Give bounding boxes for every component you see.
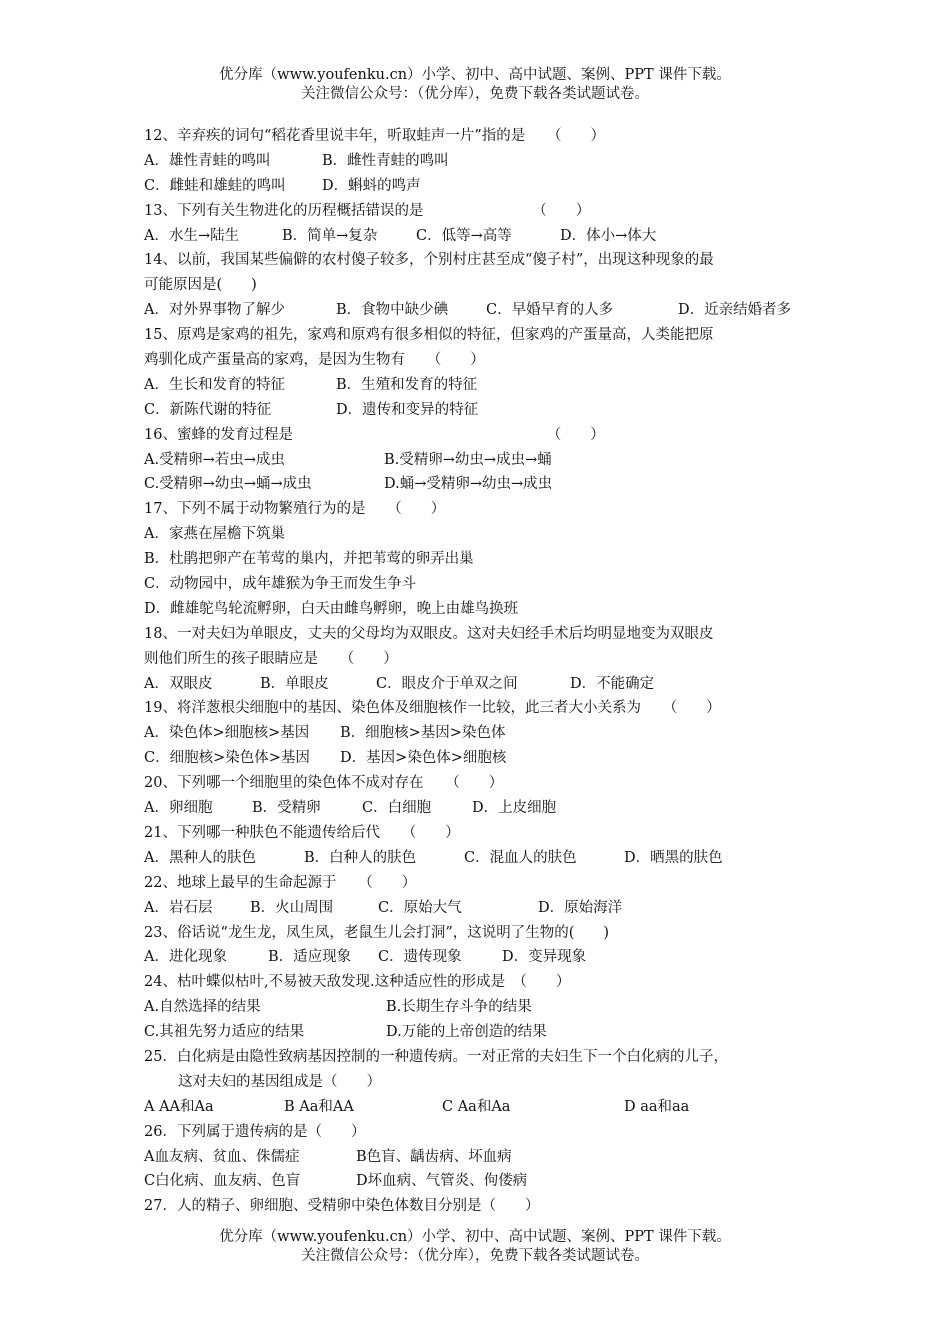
option-row bbox=[144, 1020, 814, 1045]
page-header bbox=[0, 66, 950, 104]
option: C．眼皮介于单双之间 bbox=[376, 675, 518, 692]
question-stem: 25．白化病是由隐性致病基因控制的一种遗传病。一对正常的夫妇生下一个白化病的儿子， bbox=[144, 1048, 728, 1065]
question-stem: 22、地球上最早的生命起源于 （ ） bbox=[144, 874, 417, 891]
option: B.受精卵→幼虫→成虫→蛹 bbox=[384, 451, 552, 468]
option: C．原始大气 bbox=[378, 899, 462, 916]
question-stem: 18、一对夫妇为单眼皮，丈夫的父母均为双眼皮。这对夫妇经手术后均明显地变为双眼皮 bbox=[144, 625, 714, 642]
question-stem: 15、原鸡是家鸡的祖先，家鸡和原鸡有很多相似的特征，但家鸡的产蛋量高，人类能把原 bbox=[144, 327, 714, 344]
option: C．混血人的肤色 bbox=[464, 849, 577, 866]
option: D．基因>染色体>细胞核 bbox=[340, 750, 507, 767]
question-stem: 13、下列有关生物进化的历程概括错误的是 （ ） bbox=[144, 202, 591, 219]
option-row bbox=[144, 721, 814, 746]
option: C Aa和Aa bbox=[442, 1098, 511, 1115]
option: A.受精卵→若虫→成虫 bbox=[144, 451, 285, 468]
option: A．黑种人的肤色 bbox=[144, 849, 256, 866]
header-line-1: 优分库（www.youfenku.cn）小学、初中、高中试题、案例、PPT 课件下载。 bbox=[219, 67, 731, 83]
option-row bbox=[144, 746, 814, 771]
option: B Aa和AA bbox=[284, 1098, 354, 1115]
option-row bbox=[144, 995, 814, 1020]
option: C．新陈代谢的特征 bbox=[144, 401, 272, 418]
option: D．雌雄鸵鸟轮流孵卵，白天由雌鸟孵卵，晚上由雄鸟换班 bbox=[144, 600, 519, 617]
option: A．对外界事物了解少 bbox=[144, 302, 285, 319]
option: A．双眼皮 bbox=[144, 675, 213, 692]
option: D．近亲结婚者多 bbox=[678, 302, 792, 319]
option: D．变异现象 bbox=[502, 949, 587, 966]
option: D aa和aa bbox=[624, 1098, 690, 1115]
option-row bbox=[144, 398, 814, 423]
question-stem: 16、蜜蜂的发育过程是 （ ） bbox=[144, 426, 605, 443]
option: B．单眼皮 bbox=[260, 675, 329, 692]
option: B．适应现象 bbox=[268, 949, 352, 966]
option-row bbox=[144, 1145, 814, 1170]
option-row bbox=[144, 896, 814, 921]
option: A血友病、贫血、侏儒症 bbox=[144, 1148, 300, 1165]
option: B．生殖和发育的特征 bbox=[336, 376, 478, 393]
page-footer bbox=[0, 1228, 950, 1266]
option: C．细胞核>染色体>基因 bbox=[144, 750, 310, 767]
question-stem: 20、下列哪一个细胞里的染色体不成对存在 （ ） bbox=[144, 775, 504, 792]
option: D．体小→体大 bbox=[560, 227, 657, 244]
question-stem: 21、下列哪一种肤色不能遗传给后代 （ ） bbox=[144, 824, 460, 841]
option: C．雌蛙和雄蛙的鸣叫 bbox=[144, 177, 286, 194]
option: B．雌性青蛙的鸣叫 bbox=[322, 152, 449, 169]
question-stem-cont: 鸡驯化成产蛋量高的家鸡，是因为生物有 （ ） bbox=[144, 352, 485, 369]
option: A．岩石层 bbox=[144, 899, 213, 916]
option-row bbox=[144, 174, 814, 199]
option: D．不能确定 bbox=[570, 675, 655, 692]
option-row bbox=[144, 1169, 814, 1194]
option: C.受精卵→幼虫→蛹→成虫 bbox=[144, 476, 312, 493]
option: D.万能的上帝创造的结果 bbox=[386, 1024, 547, 1041]
option-row bbox=[144, 448, 814, 473]
option: A．卵细胞 bbox=[144, 800, 213, 817]
option-row bbox=[144, 672, 814, 697]
option: B．细胞核>基因>染色体 bbox=[340, 725, 506, 742]
question-stem: 27．人的精子、卵细胞、受精卵中染色体数目分别是（ ） bbox=[144, 1198, 540, 1215]
option-row bbox=[144, 373, 814, 398]
option: A．进化现象 bbox=[144, 949, 227, 966]
option: A.自然选择的结果 bbox=[144, 999, 261, 1016]
option: D坏血病、气管炎、佝偻病 bbox=[356, 1173, 528, 1190]
question-stem: 26．下列属于遗传病的是（ ） bbox=[144, 1123, 366, 1140]
option-row bbox=[144, 224, 814, 249]
option: C．早婚早育的人多 bbox=[486, 302, 614, 319]
question-stem: 24、枯叶蝶似枯叶,不易被天敌发现.这种适应性的形成是 （ ） bbox=[144, 974, 571, 991]
option: D．遗传和变异的特征 bbox=[336, 401, 479, 418]
option: C．低等→高等 bbox=[416, 227, 512, 244]
option: A．生长和发育的特征 bbox=[144, 376, 285, 393]
question-stem: 14、以前，我国某些偏僻的农村傻子较多，个别村庄甚至成“傻子村”，出现这种现象的最 bbox=[144, 252, 714, 269]
question-list bbox=[144, 124, 814, 1219]
option: A AA和Aa bbox=[144, 1098, 214, 1115]
footer-line-1: 优分库（www.youfenku.cn）小学、初中、高中试题、案例、PPT 课件下载。 bbox=[219, 1229, 731, 1245]
option: D．原始海洋 bbox=[538, 899, 623, 916]
option: A．家燕在屋檐下筑巢 bbox=[144, 526, 285, 543]
option: C．遗传现象 bbox=[378, 949, 462, 966]
option: B．食物中缺少碘 bbox=[336, 302, 449, 319]
question-stem: 23、俗话说“龙生龙，凤生凤，老鼠生儿会打洞”，这说明了生物的( ) bbox=[144, 924, 610, 941]
option: B．受精卵 bbox=[252, 800, 321, 817]
option: D．上皮细胞 bbox=[472, 800, 557, 817]
question-stem: 17、下列不属于动物繁殖行为的是 （ ） bbox=[144, 501, 446, 518]
option: A．雄性青蛙的鸣叫 bbox=[144, 152, 271, 169]
option: C白化病、血友病、色盲 bbox=[144, 1173, 301, 1190]
question-stem: 19、将洋葱根尖细胞中的基因、染色体及细胞核作一比较，此三者大小关系为 （ ） bbox=[144, 700, 721, 717]
question-stem: 12、辛弃疾的词句“稻花香里说丰年，听取蛙声一片”指的是 （ ） bbox=[144, 128, 606, 144]
option: D．晒黑的肤色 bbox=[624, 849, 723, 866]
header-line-2: 关注微信公众号：（优分库），免费下载各类试题试卷。 bbox=[301, 86, 649, 102]
option-row bbox=[144, 298, 814, 323]
option: C．动物园中，成年雄猴为争王而发生争斗 bbox=[144, 576, 417, 593]
option: B．杜鹃把卵产在苇莺的巢内，并把苇莺的卵弄出巢 bbox=[144, 551, 474, 568]
option: C．白细胞 bbox=[362, 800, 432, 817]
option: B色盲、龋齿病、坏血病 bbox=[356, 1148, 512, 1165]
option: C.其祖先努力适应的结果 bbox=[144, 1024, 305, 1041]
option-row bbox=[144, 796, 814, 821]
footer-line-2: 关注微信公众号：（优分库），免费下载各类试题试卷。 bbox=[301, 1248, 649, 1264]
option: B．白种人的肤色 bbox=[304, 849, 417, 866]
option: A．水生→陆生 bbox=[144, 227, 240, 244]
option-row bbox=[144, 846, 814, 871]
option: D．蝌蚪的鸣声 bbox=[322, 177, 421, 194]
option: D.蛹→受精卵→幼虫→成虫 bbox=[384, 476, 553, 493]
option-row bbox=[144, 1095, 814, 1120]
option: B．火山周围 bbox=[250, 899, 334, 916]
option: B.长期生存斗争的结果 bbox=[386, 999, 532, 1016]
question-stem-cont: 可能原因是( ) bbox=[144, 277, 257, 294]
option: B．简单→复杂 bbox=[282, 227, 378, 244]
question-stem-cont: 则他们所生的孩子眼睛应是 （ ） bbox=[144, 650, 398, 667]
question-stem-cont: 这对夫妇的基因组成是（ ） bbox=[178, 1073, 381, 1090]
option-row bbox=[144, 472, 814, 497]
option-row bbox=[144, 945, 814, 970]
option: A．染色体>细胞核>基因 bbox=[144, 725, 310, 742]
option-row bbox=[144, 149, 814, 174]
